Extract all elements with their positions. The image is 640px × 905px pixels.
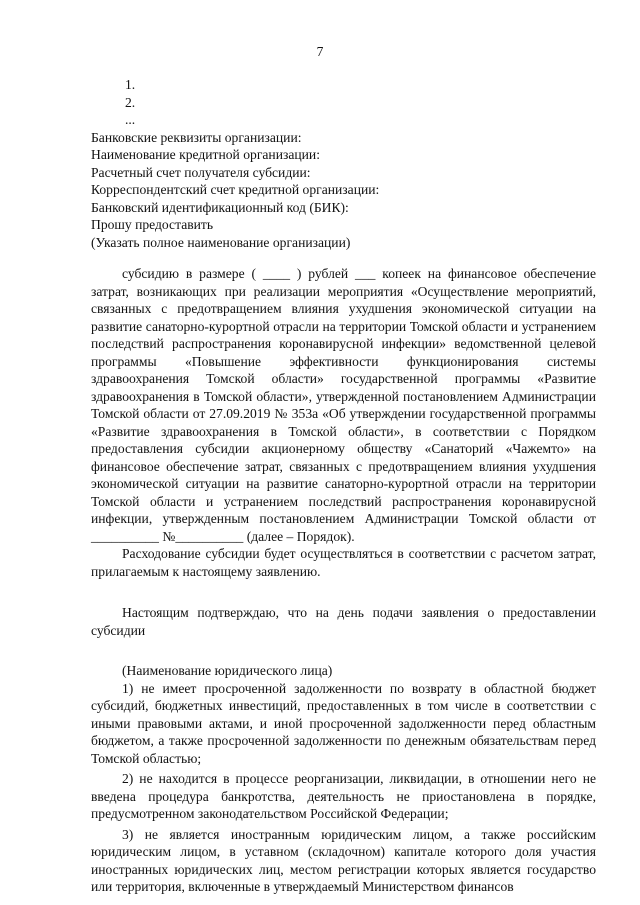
bank-details-heading: Банковские реквизиты организации: xyxy=(91,129,302,145)
condition-item: 2) не находится в процессе реорганизации, ликвидации, в отношении него не введена процедура банкротства, деятельность не приостановлена в порядке, предусмотренном законодательством Российской Федерации; xyxy=(91,771,596,821)
request-line: Прошу предоставить xyxy=(91,217,214,232)
correspondent-account-line: Корреспондентский счет кредитной организации: xyxy=(91,182,380,197)
list-item: 2. xyxy=(125,94,136,110)
confirmation-paragraph: Настоящим подтверждаю, что на день подачи заявления о предоставлении субсидии xyxy=(91,605,596,638)
settlement-account-line: Расчетный счет получателя субсидии: xyxy=(91,164,311,180)
bik-line: Банковский идентификационный код (БИК): xyxy=(91,199,349,215)
condition-item: 3) не является иностранным юридическим лицом, а также российским юридическим лицом, в уставном (складочном) капитале которого доля участия иностранных юридических лиц, местом регистрации которых является государство или территория, включенные в утверждаемый Министерством финансов xyxy=(91,826,596,894)
org-name-hint: (Указать полное наименование организации) xyxy=(91,234,351,250)
condition-item: 1) не имеет просроченной задолженности по возврату в областной бюджет субсидий, бюджетных инвестиций, предоставленных в том числе в соответствии с иными правовыми актами, и иной просроченной задолженности перед областным бюджетом, а также просроченной задолженности по денежным обязательствам перед Томской областью; xyxy=(91,680,596,766)
list-item: ... xyxy=(125,112,136,127)
numbered-list xyxy=(125,76,596,129)
document-body xyxy=(91,76,596,896)
list-item: 1. xyxy=(125,77,136,92)
page-number: 7 xyxy=(316,44,324,59)
calculation-paragraph: Расходование субсидии будет осуществляться в соответствии с расчетом затрат, прилагаемым к настоящему заявлению. xyxy=(91,546,596,579)
credit-org-name-line: Наименование кредитной организации: xyxy=(91,147,320,162)
legal-entity-name-hint: (Наименование юридического лица) xyxy=(122,663,333,678)
subsidy-paragraph: субсидию в размере ( ____ ) рублей ___ копеек на финансовое обеспечение затрат, возникающих при реализации мероприятия «Осуществление мероприятий, связанных с предотвращением влияния ухудшения экономической ситуации на развитие санаторно-курортной отрасли на территории Томской области и устранением последствий распространения коронавирусной инфекции» ведомственной целевой программы «Повышение эффективности функционирования системы здравоохранения Томской области» государственной программы «Развитие здравоохранения в Томской области», утвержденной постановлением Администрации Томской области от 27.09.2019 № 353а «Об утверждении государственной программы «Развитие здравоохранения в Томской области», в соответствии с Порядком предоставления субсидии акционерному обществу «Санаторий «Чажемто» на финансовое обеспечение затрат, связанных с предотвращением влияния ухудшения экономической ситуации на развитие санаторно-курортной отрасли на территории Томской области и устранением последствий распространения коронавирусной инфекции, утвержденным постановлением Администрации Томской области от __________ №__________ (далее – Порядок). xyxy=(91,266,596,544)
bank-details xyxy=(91,129,596,252)
